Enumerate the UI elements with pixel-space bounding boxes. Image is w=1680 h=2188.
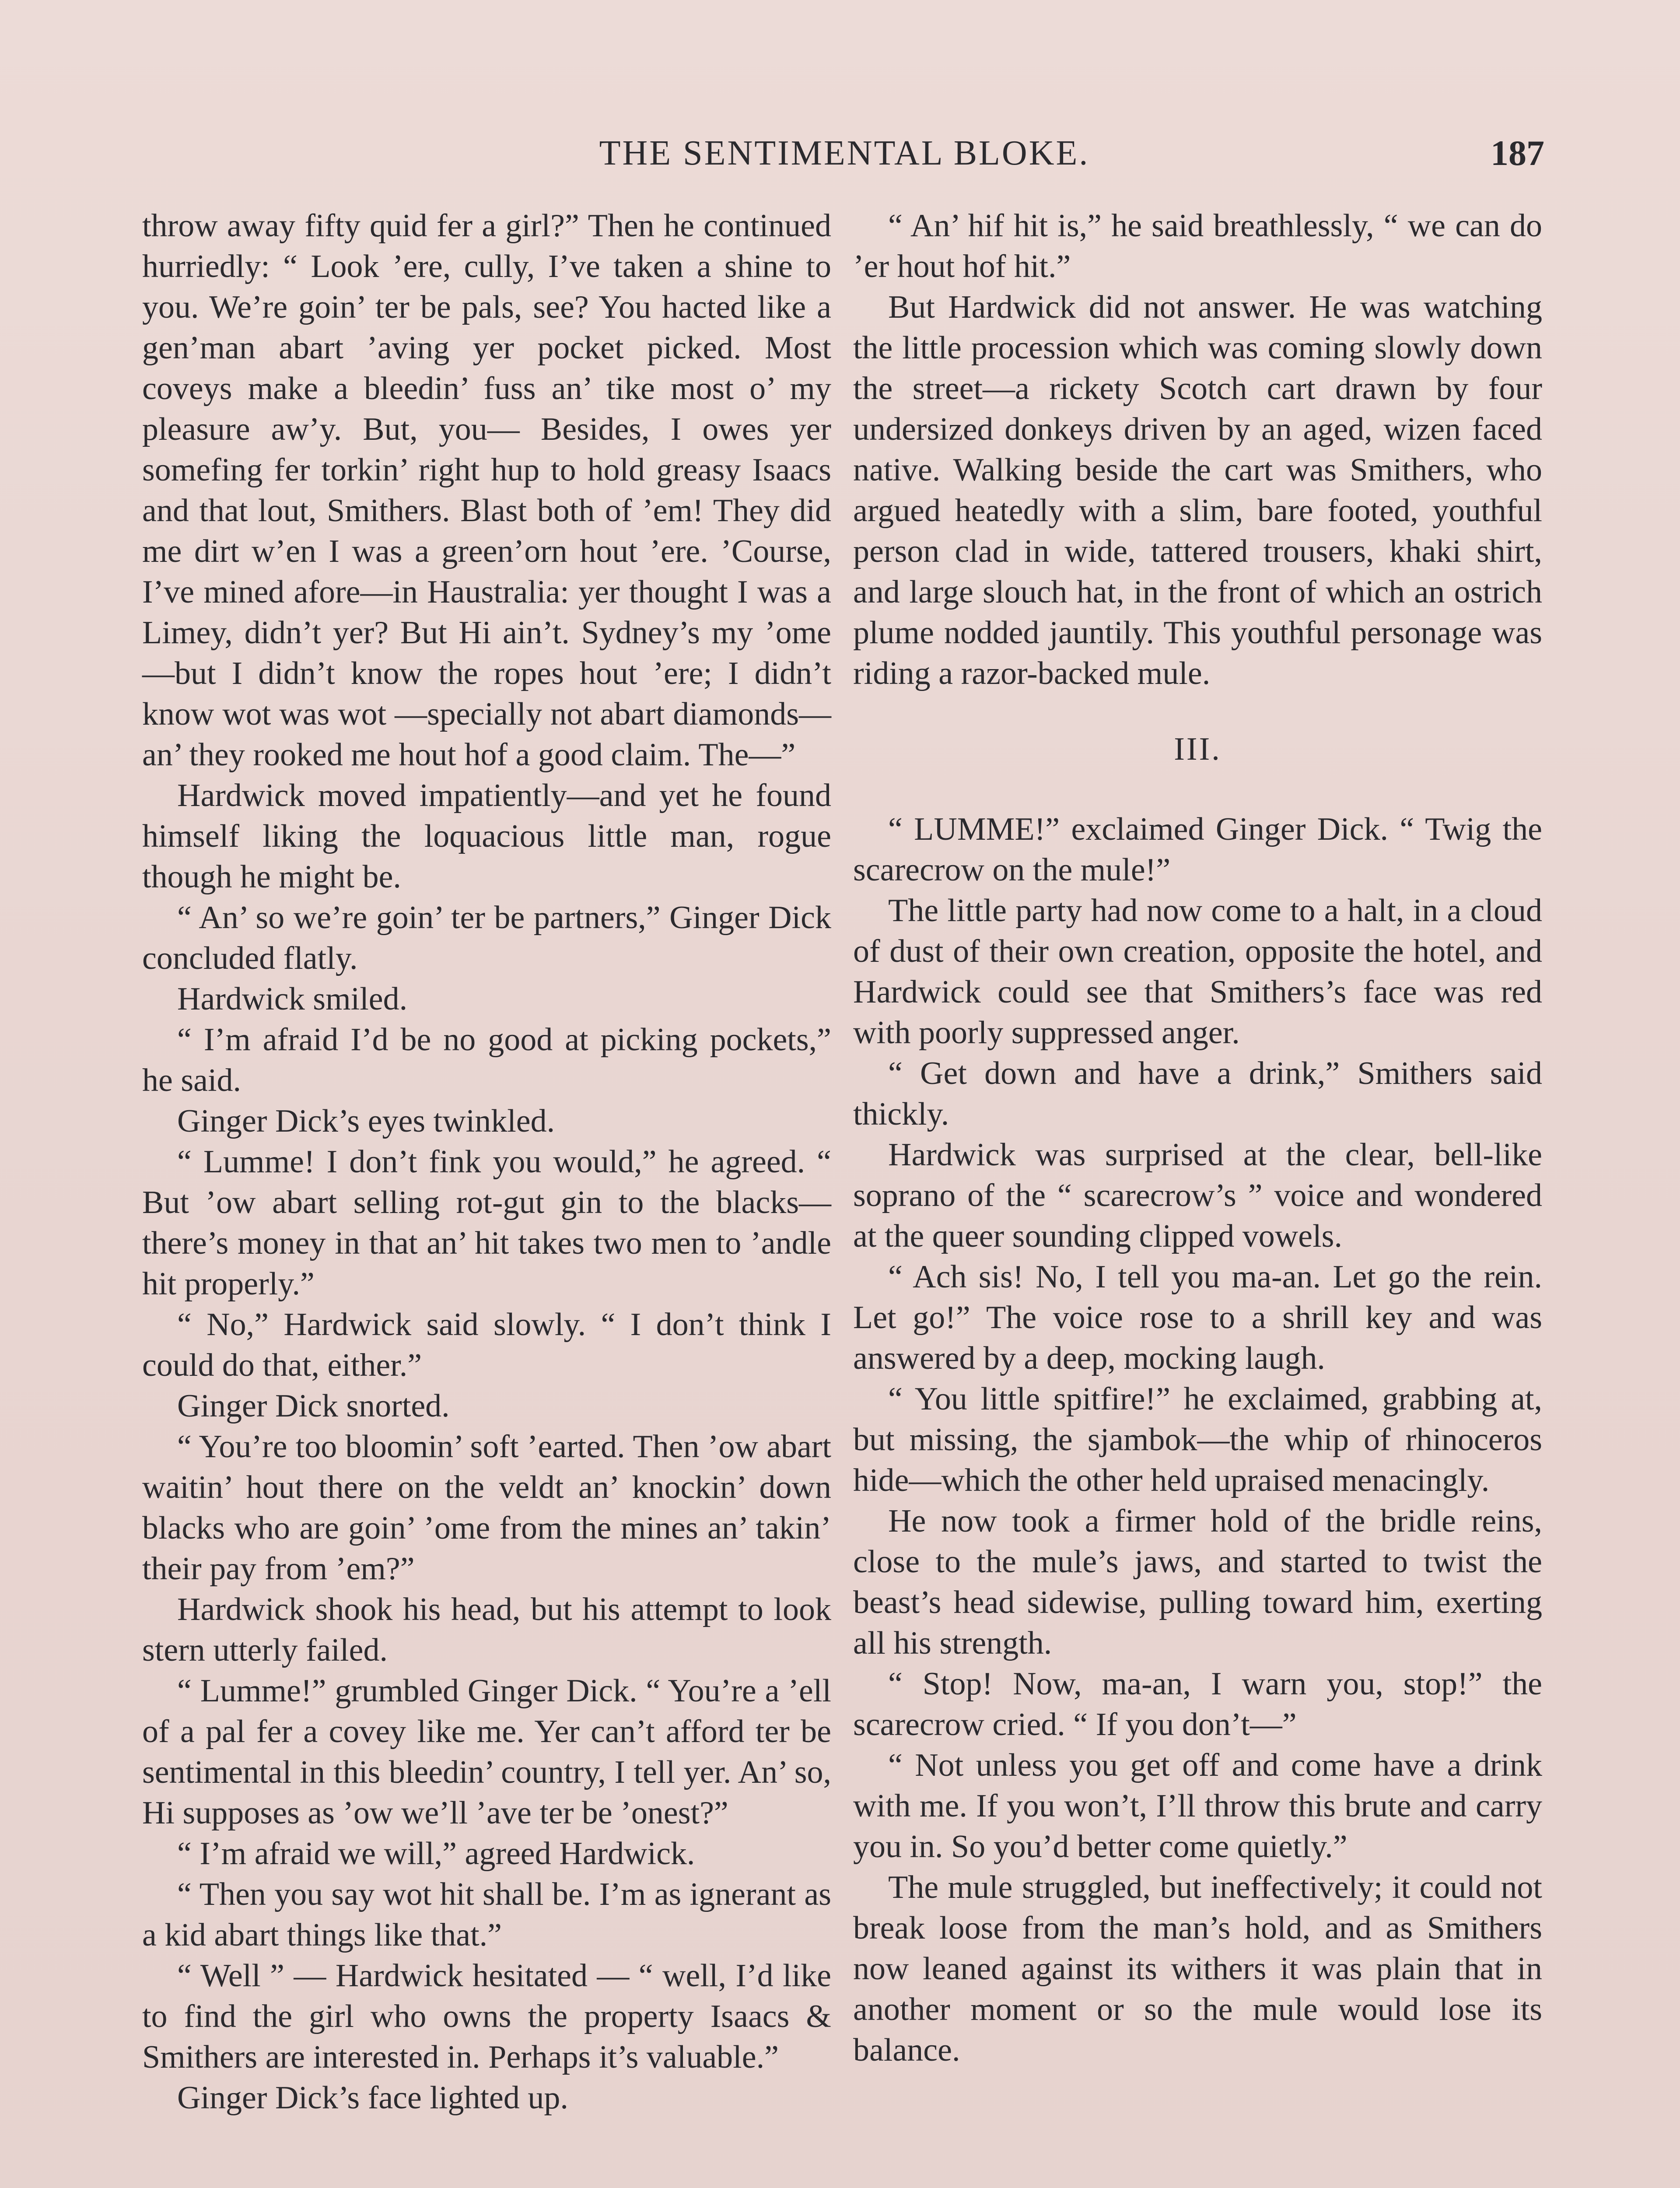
- paragraph: Ginger Dick’s face lighted up.: [177, 2080, 568, 2116]
- paragraph: “ Stop! Now, ma-an, I warn you, stop!” the scarecrow cried. “ If you don’t—”: [853, 1666, 1542, 1743]
- paragraph: Hardwick was surprised at the clear, bell-like soprano of the “ scarecrow’s ” voice and wondered at the queer sounding clipped vowels.: [853, 1137, 1542, 1254]
- paragraph: “ An’ so we’re goin’ ter be partners,” Ginger Dick concluded flatly.: [142, 900, 831, 976]
- paragraph: “ Well ” — Hardwick hesitated — “ well, I’d like to find the girl who owns the property Isaacs & Smithers are interested in. Perhaps it’s valuable.”: [142, 1958, 831, 2075]
- paragraph: “ An’ hif hit is,” he said breathlessly, “ we can do ’er hout hof hit.”: [853, 208, 1542, 284]
- paragraph: “ You’re too bloomin’ soft ’earted. Then ’ow abart waitin’ hout there on the veldt an’ knockin’ down blacks who are goin’ ’ome from the mines an’ takin’ their pay from ’em?”: [142, 1429, 831, 1587]
- paragraph: He now took a firmer hold of the bridle reins, close to the mule’s jaws, and started to twist the beast’s head sidewise, pulling toward him, exerting all his strength.: [853, 1503, 1542, 1661]
- paragraph: Hardwick shook his head, but his attempt to look stern utterly failed.: [142, 1592, 831, 1668]
- paragraph: “ I’m afraid I’d be no good at picking pockets,” he said.: [142, 1022, 831, 1098]
- paragraph: The little party had now come to a halt, in a cloud of dust of their own creation, opposite the hotel, and Hardwick could see that Smithers’s face was red with poorly suppressed anger.: [853, 893, 1542, 1051]
- paragraph: “ Get down and have a drink,” Smithers said thickly.: [853, 1055, 1542, 1132]
- text-columns: [142, 206, 1542, 2188]
- paragraph: Hardwick moved impatiently—and yet he found himself liking the loquacious little man, rogue though he might be.: [142, 778, 831, 895]
- paragraph: “ Lumme! I don’t fink you would,” he agreed. “ But ’ow abart selling rot-gut gin to the blacks—there’s money in that an’ hit takes two men to ’andle hit properly.”: [142, 1144, 831, 1302]
- paragraph: “ Ach sis! No, I tell you ma-an. Let go the rein. Let go!” The voice rose to a shrill key and was answered by a deep, mocking laugh.: [853, 1259, 1542, 1376]
- page-header: [144, 127, 1544, 179]
- left-column: [142, 206, 831, 2118]
- page-number: 187: [1491, 133, 1544, 173]
- paragraph: The mule struggled, but ineffectively; it could not break loose from the man’s hold, and as Smithers now leaned against its withers it was plain that in another moment or so the mule would lose its balance.: [853, 1869, 1542, 2068]
- paragraph: “ Not unless you get off and come have a drink with me. If you won’t, I’ll throw this brute and carry you in. So you’d better come quietly.”: [853, 1747, 1542, 1865]
- paragraph: “ You little spitfire!” he exclaimed, grabbing at, but missing, the sjambok—the whip of rhinoceros hide—which the other held upraised menacingly.: [853, 1381, 1542, 1498]
- paragraph: “ Then you say wot hit shall be. I’m as ignerant as a kid abart things like that.”: [142, 1876, 831, 1953]
- paragraph: Ginger Dick’s eyes twinkled.: [177, 1103, 555, 1139]
- paragraph: “ I’m afraid we will,” agreed Hardwick.: [177, 1836, 695, 1872]
- paragraph: Hardwick smiled.: [177, 981, 408, 1017]
- paragraph: “ LUMME!” exclaimed Ginger Dick. “ Twig the scarecrow on the mule!”: [853, 811, 1542, 888]
- section-heading: III.: [1174, 731, 1222, 767]
- paragraph: throw away fifty quid fer a girl?” Then he continued hurriedly: “ Look ’ere, cully, I’ve taken a shine to you. We’re goin’ ter be pals, see? You hacted like a gen’man abart ’aving yer pocket picked. Most coveys make a bleedin’ fuss an’ tike most o’ my pleasure aw’y. But, you— Besides, I owes yer somefing fer torkin’ right hup to hold greasy Isaacs and that lout, Smithers. Blast both of ’em! They did me dirt w’en I was a green’orn hout ’ere. ’Course, I’ve mined afore—in Haustralia: yer thought I was a Limey, didn’t yer? But Hi ain’t. Sydney’s my ’ome—but I didn’t know the ropes hout ’ere; I didn’t know wot was wot —specially not abart diamonds—an’ they rooked me hout hof a good claim. The—”: [142, 208, 831, 773]
- paragraph: “ Lumme!” grumbled Ginger Dick. “ You’re a ’ell of a pal fer a covey like me. Yer can’t afford ter be sentimental in this bleedin’ country, I tell yer. An’ so, Hi supposes as ’ow we’ll ’ave ter be ’onest?”: [142, 1673, 831, 1831]
- paragraph: Ginger Dick snorted.: [177, 1388, 450, 1424]
- right-column: [853, 206, 1542, 2071]
- paragraph: But Hardwick did not answer. He was watching the little procession which was coming slowly down the street—a rickety Scotch cart drawn by four undersized donkeys driven by an aged, wizen faced native. Walking beside the cart was Smithers, who argued heatedly with a slim, bare footed, youthful person clad in wide, tattered trousers, khaki shirt, and large slouch hat, in the front of which an ostrich plume nodded jauntily. This youthful personage was riding a razor-backed mule.: [853, 289, 1542, 691]
- paragraph: “ No,” Hardwick said slowly. “ I don’t think I could do that, either.”: [142, 1307, 831, 1383]
- running-title: THE SENTIMENTAL BLOKE.: [599, 134, 1090, 172]
